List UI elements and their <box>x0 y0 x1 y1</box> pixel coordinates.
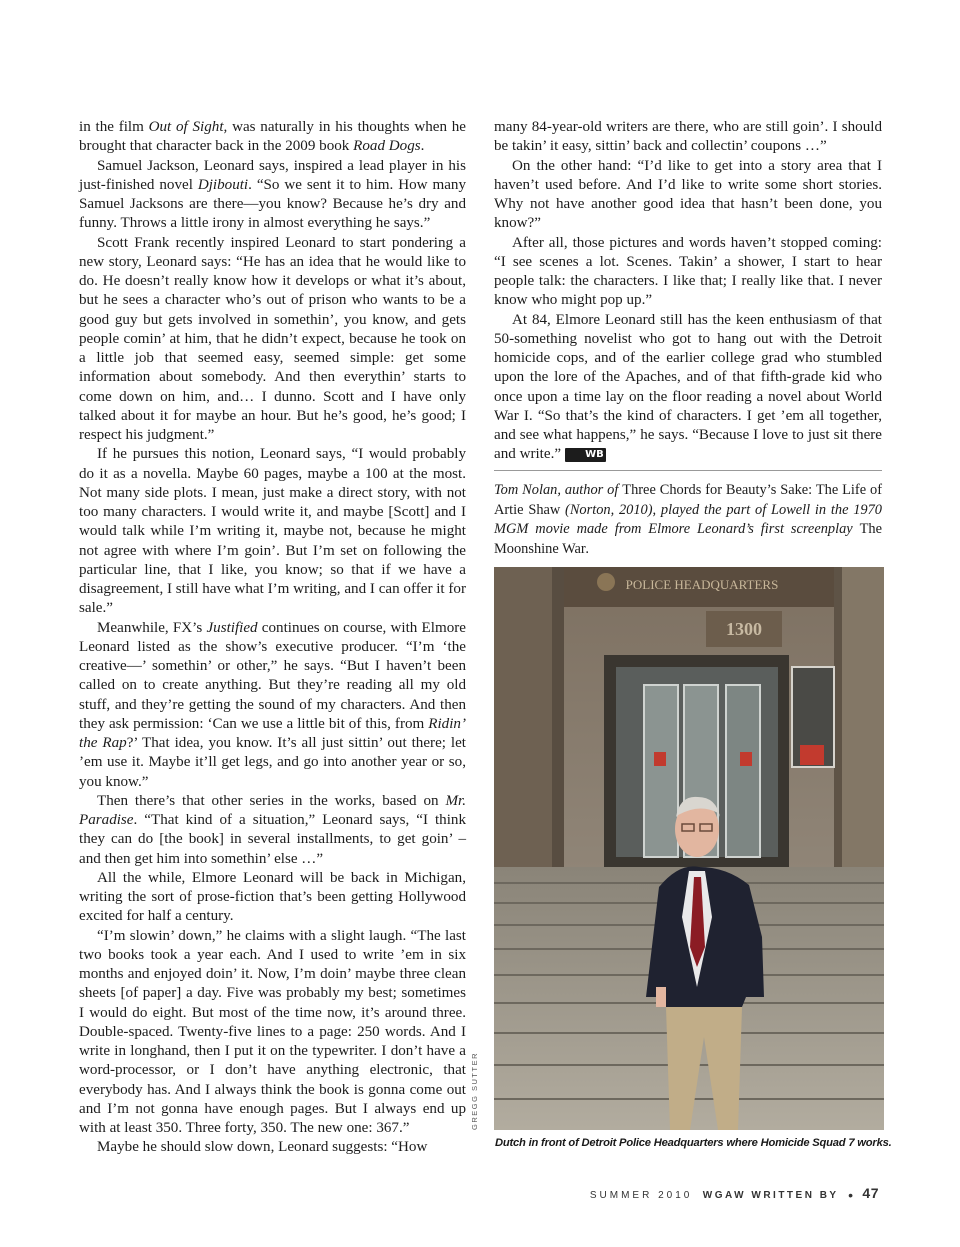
bio-text: . <box>585 540 590 557</box>
italic-title: Mr. Paradise <box>79 792 466 828</box>
paragraph <box>494 118 882 157</box>
text-run: At 84, Elmore Leonard still has the keen enthusiasm of that 50-something novelist who got to hang out with the Detroit homicide cops, and of the earlier college grad who stumbled upon the lore of the Apaches, and of that fifth-grade kid who once upon a time lay on the floor reading a novel about World War I. “So that’s the kind of characters. I get ’em all together, and see what happens,” he says. “Because I love to just sit there and write.” <box>494 311 882 463</box>
italic-title: Road Dogs <box>353 138 421 155</box>
text-run: . <box>420 138 425 155</box>
paragraph <box>79 234 466 446</box>
text-run: Scott Frank recently inspired Leonard to start pondering a new story, Leonard says: “He has an idea that he would like to do. He doesn’t really know how it develops or what it’s about, but he sees a character who’s out of prison who wants to be a good guy but gets involved in somethin’, you know, and gets people comin’ at him, that he didn’t expect, because he took on a little job that seemed easy, seemed simple: get some information about somebody. And then everythin’ starts to come down on him, and… I dunno. Scott and I have only talked about it for maybe an hour. But he’s good, he’s good; I respect his judgment.” <box>79 234 466 443</box>
paragraph <box>79 869 466 927</box>
text-run: Then there’s that other series in the works, based on <box>97 792 446 809</box>
article-column-left <box>79 118 466 1158</box>
book-title: Three Chords for Beauty’s Sake: The Life of Artie Shaw <box>494 482 882 518</box>
paragraph <box>79 157 466 234</box>
paragraph <box>494 234 882 311</box>
footer-magazine: WGAW WRITTEN BY <box>702 1190 839 1201</box>
text-run: continues on course, with Elmore Leonard listed as the show’s executive producer. “I’m ‘the creative—’ somethin’ or other,” he says. “But I haven’t been called on to create anything. But they’re reading all my old stuff, and they’re getting the sound of my characters. And then they ask permission: ‘Can we use a little bit of this, from <box>79 619 466 732</box>
paragraph <box>79 118 466 157</box>
paragraph <box>494 157 882 234</box>
text-run: After all, those pictures and words haven’t stopped coming: “I see scenes a lot. Scenes. Takin’ a shower, I start to hear people talk: the characters. I like that; I really like that. I never know who might pop up.” <box>494 234 882 309</box>
page-footer <box>590 1185 879 1203</box>
section-divider <box>494 470 882 471</box>
article-column-right <box>494 118 882 465</box>
photo-illustration <box>494 567 884 1130</box>
paragraph <box>79 619 466 792</box>
sign-text: POLICE HEADQUARTERS <box>625 577 779 592</box>
text-run: in the film <box>79 119 149 135</box>
page-number: 47 <box>862 1185 879 1201</box>
paragraph <box>79 792 466 869</box>
text-run: . “That kind of a situation,” Leonard says, “I think they can do [the book] in several installments, to get goin’ – and then get him into somethin’ else …” <box>79 812 466 867</box>
paragraph <box>79 1138 466 1157</box>
building-number: 1300 <box>726 619 762 639</box>
book-title: The Moonshine War <box>494 521 882 557</box>
text-run: “I’m slowin’ down,” he claims with a slight laugh. “The last two books took a year each. And I used to write ’em in six months and enjoyed doin’ it. Now, I’m doin’ maybe three clean sheets [of paper] a day. Five was probably my best; sometimes I would do eight. But most of the time now, it’s around three. Double-spaced. Twenty-five lines to a page: 250 words. And I write in longhand, then I put it on the typewriter. I don’t have a word-processor, or I don’t have anything electronic, that everybody has. And I always think the book is gonna come out and I’m not gonna have enough pages. But I always end up with at least 350. Three forty, 350. The new one: 367.” <box>79 927 466 1136</box>
italic-title: Ridin’ the Rap <box>79 715 466 751</box>
photo-credit: GREGG SUTTER <box>470 1051 479 1130</box>
paragraph <box>79 445 466 618</box>
bio-text: Tom Nolan, author of <box>494 482 623 498</box>
text-run: Samuel Jackson, Leonard says, inspired a lead player in his just-finished novel <box>79 157 466 193</box>
text-run: Maybe he should slow down, Leonard suggests: “How <box>97 1139 428 1156</box>
text-run: All the while, Elmore Leonard will be back in Michigan, writing the sort of prose-fiction that’s been getting Hollywood excited for half a century. <box>79 869 466 925</box>
italic-title: Out of Sight, <box>148 119 228 135</box>
text-run: Meanwhile, FX’s <box>97 619 207 636</box>
italic-title: Justified <box>206 619 258 636</box>
text-run: . “So we sent it to him. How many Samuel Jacksons are there—you know? Because he’s dry and funny. Throws a little irony in almost everything he says.” <box>79 176 466 232</box>
footer-issue: SUMMER 2010 <box>589 1190 693 1201</box>
footer-bullet: • <box>848 1187 853 1203</box>
text-run: If he pursues this notion, Leonard says, “I would probably do it as a novella. Maybe 60 pages, maybe a 100 at the most. Not many side plots. I mean, just make a direct story, with not too many characters. I would write it, and maybe [Scott] and I would talk while I’m writing it, maybe not, because he might not agree with where I’m goin’. But I’m set on following the particular line, that I like, you know; so that if we have a disagreement, I still have what I’m writing, and I can offer it for sale.” <box>79 446 466 617</box>
text-run: was naturally in his thoughts when he brought that character back in the 2009 book <box>79 119 467 155</box>
author-bio <box>494 481 882 559</box>
italic-title: Djibouti <box>197 176 249 193</box>
photo-police-headquarters <box>494 567 884 1130</box>
bio-text: (Norton, 2010), played the part of Lowell in the 1970 MGM movie made from Elmore Leonard’s first screenplay <box>494 501 882 537</box>
end-mark-icon: WB <box>565 448 606 462</box>
text-run: On the other hand: “I’d like to get into a story area that I haven’t used before. And I’d like to write some short stories. Why not have another good idea that hasn’t been done, you know?” <box>494 157 882 232</box>
paragraph <box>79 927 466 1139</box>
text-run: ?’ That idea, you know. It’s all just sittin’ out there; let ’em use it. Maybe it’ll get legs, and go into another year or so, you know.” <box>79 735 466 790</box>
photo-caption: Dutch in front of Detroit Police Headquarters where Homicide Squad 7 works. <box>495 1137 892 1149</box>
paragraph <box>494 311 882 465</box>
text-run: many 84-year-old writers are there, who are still goin’. I should be takin’ it easy, sittin’ back and collectin’ coupons …” <box>494 119 882 155</box>
